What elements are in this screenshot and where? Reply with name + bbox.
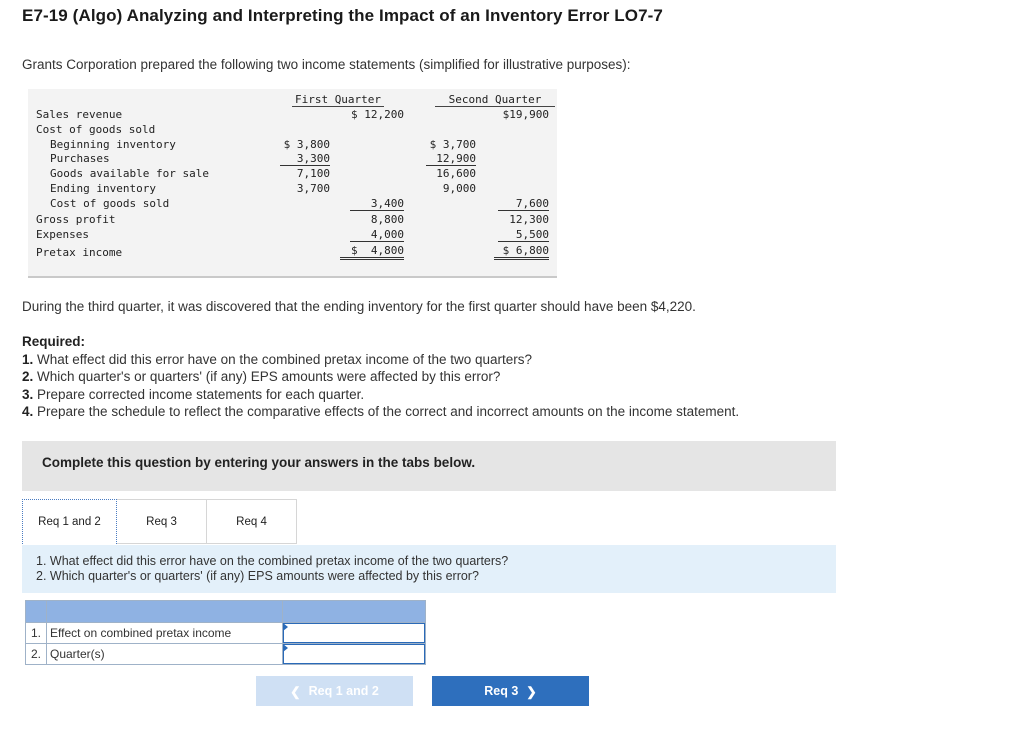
required-item-num: 2.	[22, 369, 34, 384]
label-sales-revenue: Sales revenue	[36, 108, 123, 121]
tab-req-3[interactable]: Req 3	[117, 499, 207, 544]
question-line-2: 2. Which quarter's or quarters' (if any) EPS amounts were affected by this error?	[36, 569, 479, 583]
q2-goods-available: 16,600	[436, 167, 476, 180]
discovery-note: During the third quarter, it was discovered that the ending inventory for the first quarter should have been $4,220.	[22, 299, 696, 314]
row-number: 2.	[26, 644, 47, 665]
label-pretax-income: Pretax income	[36, 246, 123, 259]
label-expenses: Expenses	[36, 228, 89, 241]
row-label: Quarter(s)	[47, 644, 283, 665]
tab-req-4[interactable]: Req 4	[207, 499, 297, 544]
required-item-text: Which quarter's or quarters' (if any) EPS amounts were affected by this error?	[33, 369, 501, 384]
prev-button[interactable]	[256, 676, 413, 706]
income-statements	[28, 89, 557, 278]
required-heading: Required:	[22, 334, 86, 349]
q2-expenses: 5,500	[498, 228, 549, 242]
required-item-num: 4.	[22, 404, 34, 419]
required-item-3	[22, 386, 739, 404]
input-marker-icon	[283, 644, 288, 652]
required-item-text: Prepare corrected income statements for each quarter.	[33, 386, 365, 402]
label-goods-available: Goods available for sale	[50, 167, 209, 180]
q1-sales: $ 12,200	[351, 108, 404, 121]
required-item-1	[22, 351, 739, 369]
q1-ending-inventory: 3,700	[296, 182, 330, 195]
label-gross-profit: Gross profit	[36, 213, 116, 226]
q2-pretax-income: $ 6,800	[494, 244, 549, 260]
q2-gross-profit: 12,300	[509, 213, 549, 226]
q1-expenses: 4,000	[350, 228, 404, 242]
q2-cogs: 7,600	[498, 197, 549, 211]
answer-table-header	[26, 601, 426, 623]
row-label: Effect on combined pretax income	[47, 623, 283, 644]
required-item-text: Prepare the schedule to reflect the comparative effects of the correct and incorrect amounts on the income statement.	[33, 404, 740, 419]
first-quarter-header: First Quarter	[292, 93, 384, 107]
required-item-2	[22, 368, 739, 386]
table-row	[26, 644, 426, 665]
table-row	[26, 623, 426, 644]
label-ending-inventory: Ending inventory	[50, 182, 156, 195]
question-line-1: 1. What effect did this error have on the combined pretax income of the two quarters?	[36, 554, 509, 568]
q2-beginning-inventory: $ 3,700	[429, 138, 476, 151]
question-box	[22, 545, 836, 593]
input-marker-icon	[283, 623, 288, 631]
q1-cogs: 3,400	[350, 197, 404, 211]
next-button[interactable]	[432, 676, 589, 706]
q2-ending-inventory: 9,000	[442, 182, 476, 195]
q1-beginning-inventory: $ 3,800	[283, 138, 330, 151]
label-purchases: Purchases	[50, 152, 110, 165]
chevron-left-icon: ❮	[290, 684, 301, 699]
q1-purchases: 3,300	[280, 152, 330, 166]
tab-req-1-and-2[interactable]: Req 1 and 2	[22, 499, 117, 544]
q1-goods-available: 7,100	[296, 167, 330, 180]
next-button-label: Req 3	[484, 684, 519, 698]
row-number: 1.	[26, 623, 47, 644]
required-item-num: 3.	[22, 386, 34, 402]
required-section	[22, 333, 739, 421]
required-item-text: What effect did this error have on the combined pretax income of the two quarters?	[33, 351, 533, 367]
second-quarter-header: Second Quarter	[435, 93, 555, 107]
prev-button-label: Req 1 and 2	[308, 684, 379, 698]
page-title: E7-19 (Algo) Analyzing and Interpreting the Impact of an Inventory Error LO7-7	[22, 6, 663, 25]
q2-sales: $19,900	[502, 108, 549, 121]
intro-text: Grants Corporation prepared the following two income statements (simplified for illustrative purposes):	[22, 57, 631, 72]
required-item-num: 1.	[22, 351, 34, 367]
label-cogs: Cost of goods sold	[36, 123, 156, 136]
label-cogs-total: Cost of goods sold	[50, 197, 170, 210]
q1-gross-profit: 8,800	[370, 213, 404, 226]
answer-table	[25, 600, 426, 665]
label-beginning-inventory: Beginning inventory	[50, 138, 176, 151]
effect-on-combined-pretax-income-input[interactable]	[283, 623, 425, 643]
complete-banner: Complete this question by entering your answers in the tabs below.	[22, 441, 836, 491]
required-item-4	[22, 403, 739, 421]
quarters-input[interactable]	[283, 644, 425, 664]
q1-pretax-income: $ 4,800	[340, 244, 404, 260]
q2-purchases: 12,900	[426, 152, 476, 166]
chevron-right-icon: ❯	[526, 684, 537, 699]
